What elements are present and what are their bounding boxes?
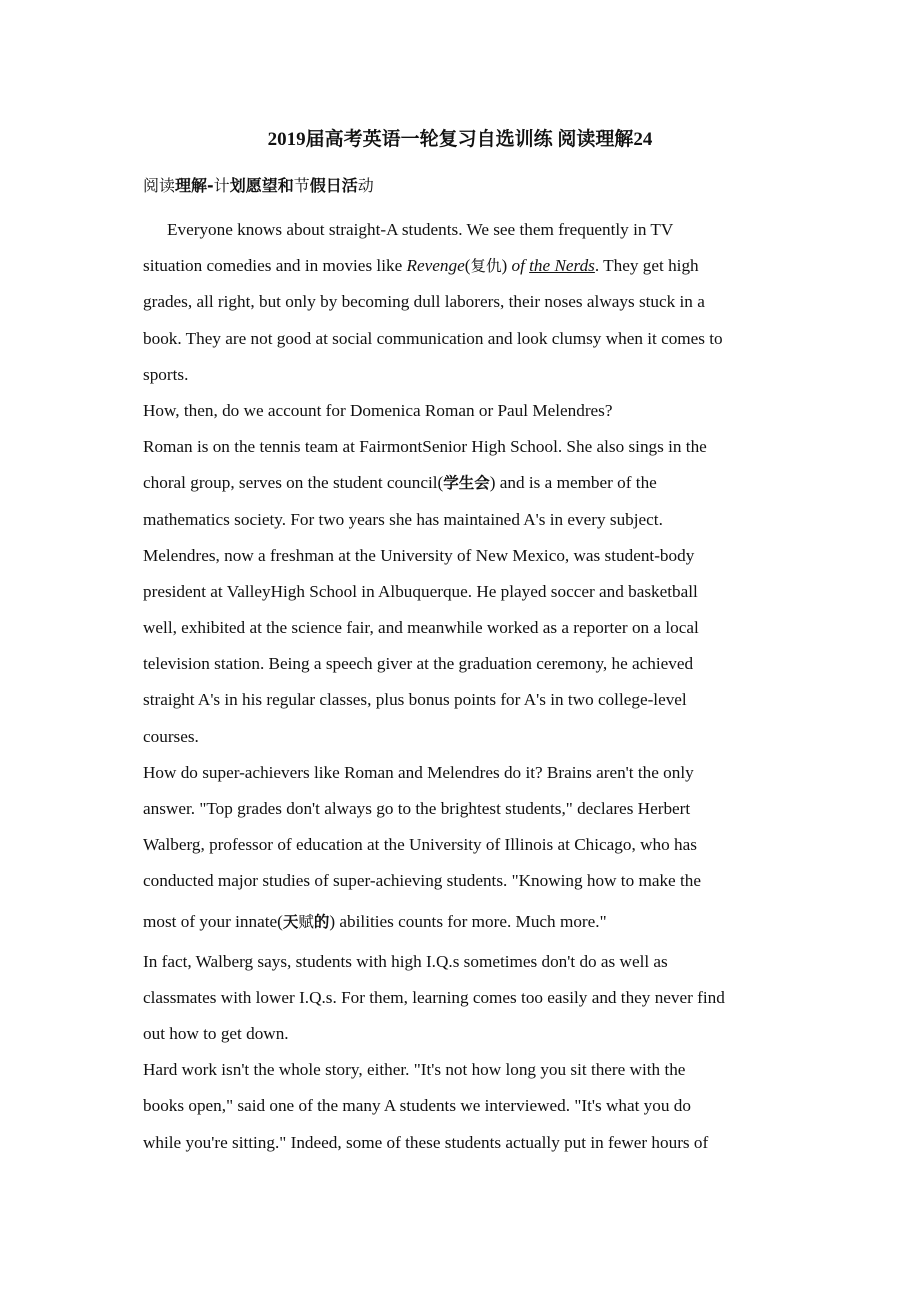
movie-title-italic: of bbox=[511, 256, 530, 276]
chinese-gloss: 学生会 bbox=[443, 474, 490, 493]
text-segment: most of your innate( bbox=[143, 911, 283, 931]
passage-line bbox=[143, 900, 783, 944]
passage-line: straight A's in his regular classes, plus bonus points for A's in two college-level bbox=[143, 690, 687, 710]
passage-line: Melendres, now a freshman at the University of New Mexico, was student-body bbox=[143, 545, 695, 565]
section-heading-part: - bbox=[207, 176, 214, 195]
chinese-gloss: 赋 bbox=[298, 912, 314, 931]
passage-line: while you're sitting." Indeed, some of these students actually put in fewer hours of bbox=[143, 1132, 709, 1152]
passage-line: well, exhibited at the science fair, and meanwhile worked as a reporter on a local bbox=[143, 618, 699, 638]
passage-line: out how to get down. bbox=[143, 1023, 289, 1043]
passage-line: courses. bbox=[143, 726, 199, 746]
passage-line: conducted major studies of super-achieving students. "Knowing how to make the bbox=[143, 871, 701, 891]
text-segment: ) bbox=[501, 256, 512, 276]
passage-line: book. They are not good at social communication and look clumsy when it comes to bbox=[143, 328, 723, 348]
passage-line: mathematics society. For two years she has maintained A's in every subject. bbox=[143, 509, 663, 529]
section-heading-part: 计 bbox=[213, 176, 230, 195]
passage-line: classmates with lower I.Q.s. For them, learning comes too easily and they never find bbox=[143, 987, 725, 1007]
section-heading-part: 节 bbox=[293, 176, 310, 195]
chinese-gloss: 天 bbox=[282, 912, 299, 931]
chinese-gloss: 的 bbox=[313, 912, 330, 931]
text-segment: ) abilities counts for more. Much more." bbox=[329, 911, 607, 931]
section-heading-part: 理解 bbox=[175, 176, 208, 195]
movie-title-italic: Revenge bbox=[406, 256, 465, 276]
passage-line: In fact, Walberg says, students with high I.Q.s sometimes don't do as well as bbox=[143, 951, 668, 971]
passage-body bbox=[143, 212, 783, 1161]
passage-line bbox=[143, 248, 783, 284]
passage-line: sports. bbox=[143, 364, 189, 384]
passage-line: Hard work isn't the whole story, either. "It's not how long you sit there with the bbox=[143, 1060, 686, 1080]
document-title: 2019届高考英语一轮复习自选训练 阅读理解24 bbox=[267, 129, 653, 150]
passage-line: books open," said one of the many A students we interviewed. "It's what you do bbox=[143, 1096, 691, 1116]
text-segment: ( bbox=[464, 256, 471, 276]
passage-line: answer. "Top grades don't always go to the brightest students," declares Herbert bbox=[143, 799, 691, 818]
passage-line: Roman is on the tennis team at FairmontSenior High School. She also sings in the bbox=[143, 437, 707, 457]
section-heading bbox=[143, 173, 374, 199]
passage-line: Walberg, professor of education at the University of Illinois at Chicago, who has bbox=[143, 835, 697, 855]
section-heading-part: 阅读 bbox=[143, 176, 176, 195]
section-heading-part: 动 bbox=[357, 176, 374, 195]
passage-line: Everyone knows about straight-A students. We see them frequently in TV bbox=[167, 220, 674, 239]
chinese-gloss: 复仇 bbox=[470, 257, 502, 276]
passage-line: president at ValleyHigh School in Albuquerque. He played soccer and basketball bbox=[143, 581, 698, 601]
passage-line: How, then, do we account for Domenica Roman or Paul Melendres? bbox=[143, 400, 613, 420]
section-heading-part: 假日活 bbox=[309, 176, 358, 195]
passage-line bbox=[143, 465, 783, 501]
passage-line: grades, all right, but only by becoming dull laborers, their noses always stuck in a bbox=[143, 292, 705, 312]
passage-line: television station. Being a speech giver at the graduation ceremony, he achieved bbox=[143, 654, 694, 674]
text-segment: choral group, serves on the student council( bbox=[143, 473, 444, 493]
movie-title-underlined: the Nerds bbox=[529, 256, 595, 276]
text-segment: . They get high bbox=[594, 256, 699, 276]
text-segment: ) and is a member of the bbox=[489, 473, 657, 493]
text-segment: situation comedies and in movies like bbox=[143, 256, 407, 276]
section-heading-part: 划愿望和 bbox=[229, 176, 294, 195]
passage-line: How do super-achievers like Roman and Melendres do it? Brains aren't the only bbox=[143, 762, 694, 782]
